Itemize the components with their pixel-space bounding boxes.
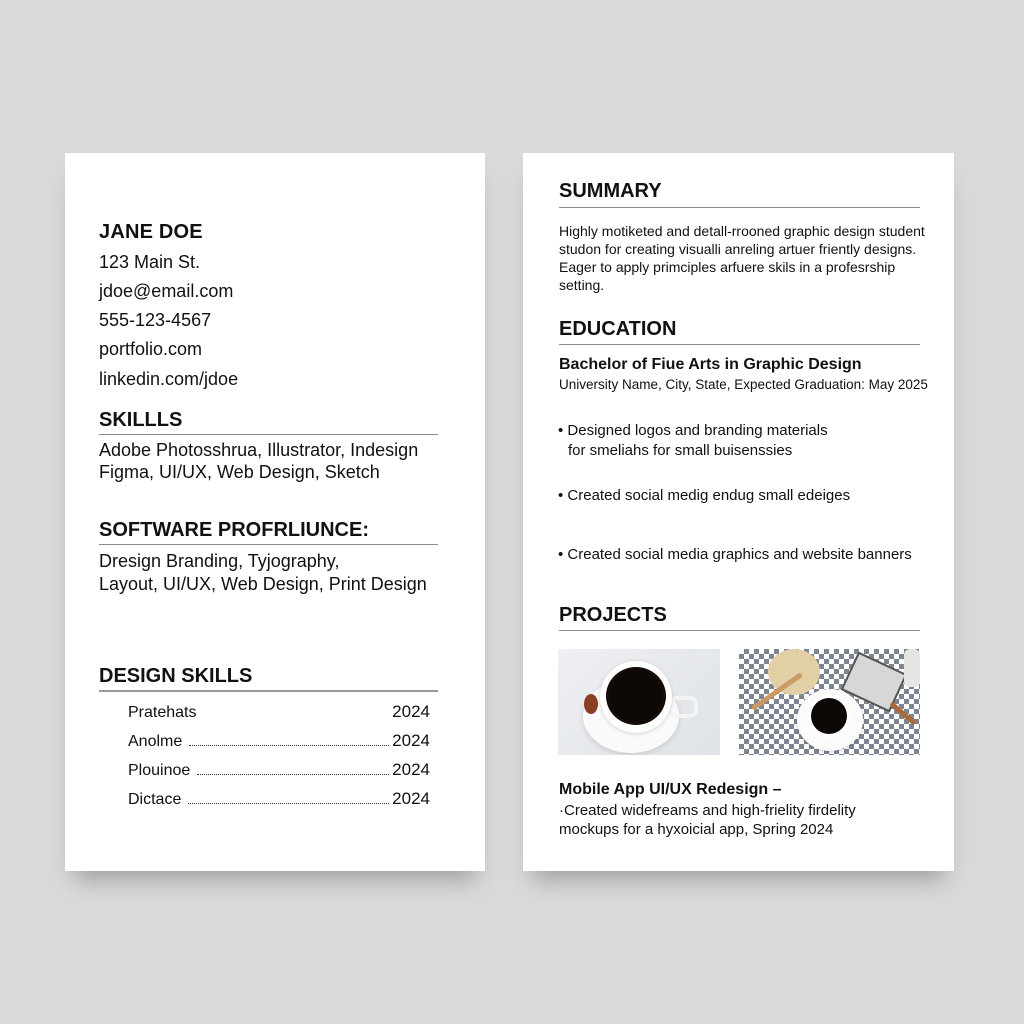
projects-heading: PROJECTS <box>559 604 667 626</box>
software-line-2: Layout, UI/UX, Web Design, Print Design <box>99 574 427 594</box>
software-heading: SOFTWARE PROFRLIUNCE: <box>99 519 369 541</box>
design-skill-row <box>128 731 430 751</box>
summary-line-3: Eager to apply primciples arfuere skils in a profesrship <box>559 259 896 275</box>
contact-linkedin: linkedin.com/jdoe <box>99 369 239 389</box>
education-divider <box>559 344 920 345</box>
bullet-line: Created social media graphics and website banners <box>567 546 912 563</box>
resume-page-left <box>65 153 485 871</box>
bullet-line: Designed logos and branding materials <box>567 422 828 439</box>
design-skill-label: Pratehats <box>128 704 197 721</box>
summary-line-1: Highly motiketed and detall-rrooned graphic design student <box>559 223 925 239</box>
software-divider <box>99 544 438 545</box>
design-skill-year: 2024 <box>392 731 430 750</box>
coffee-cup-photo <box>558 649 720 755</box>
summary-heading: SUMMARY <box>559 180 662 202</box>
skills-divider <box>99 434 438 435</box>
design-skill-year: 2024 <box>392 760 430 779</box>
summary-line-4: setting. <box>559 277 605 293</box>
contact-portfolio: portfolio.com <box>99 339 203 359</box>
skills-heading: SKILLLS <box>99 409 183 431</box>
bullet-line: Created social medig endug small edeiges <box>567 487 851 504</box>
skills-line-2: Figma, UI/UX, Web Design, Sketch <box>99 462 380 482</box>
leader-dots <box>189 745 389 746</box>
design-skill-label: Plouinoe <box>128 762 191 779</box>
design-skills-heading: DESIGN SKILLS <box>99 665 253 687</box>
leader-dots <box>188 803 389 804</box>
design-skills-divider <box>99 690 438 692</box>
education-bullet: • Designed logos and branding materials for smeliahs for small buisenssies <box>558 422 828 459</box>
skills-line-1: Adobe Photosshrua, Illustrator, Indesign <box>99 440 419 460</box>
coffee-on-checkered-cloth-photo <box>739 649 920 755</box>
design-skill-year: 2024 <box>392 789 430 808</box>
bullet-line: for smeliahs for small buisenssies <box>568 442 793 459</box>
education-school: University Name, City, State, Expected Graduation: May 2025 <box>559 377 928 392</box>
design-skill-row <box>128 760 430 780</box>
software-line-1: Dresign Branding, Tyjography, <box>99 551 340 571</box>
education-bullet: • Created social medig endug small edeiges <box>558 487 851 504</box>
education-bullet: • Created social media graphics and website banners <box>558 546 912 563</box>
resume-page-right <box>523 153 954 871</box>
projects-divider <box>559 630 920 631</box>
project-title: Mobile App UI/UX Redesign – <box>559 781 782 798</box>
contact-address: 123 Main St. <box>99 252 201 272</box>
design-skill-label: Dictace <box>128 791 182 808</box>
design-skill-year: 2024 <box>392 702 430 721</box>
education-degree: Bachelor of Fiue Arts in Graphic Design <box>559 356 862 373</box>
summary-divider <box>559 207 920 208</box>
project-line-1: ·Created widefreams and high-frielity firdelity <box>559 802 856 819</box>
leader-dots <box>197 774 389 775</box>
education-heading: EDUCATION <box>559 318 677 340</box>
design-skill-row <box>128 702 430 722</box>
contact-phone: 555-123-4567 <box>99 310 212 330</box>
contact-email: jdoe@email.com <box>99 281 234 301</box>
resume-name: JANE DOE <box>99 221 203 243</box>
design-skill-row <box>128 789 430 809</box>
design-skill-label: Anolme <box>128 733 183 750</box>
summary-line-2: studon for creating visualli anreling artuer friently designs. <box>559 241 917 257</box>
project-line-2: mockups for a hyxoicial app, Spring 2024 <box>559 821 834 838</box>
